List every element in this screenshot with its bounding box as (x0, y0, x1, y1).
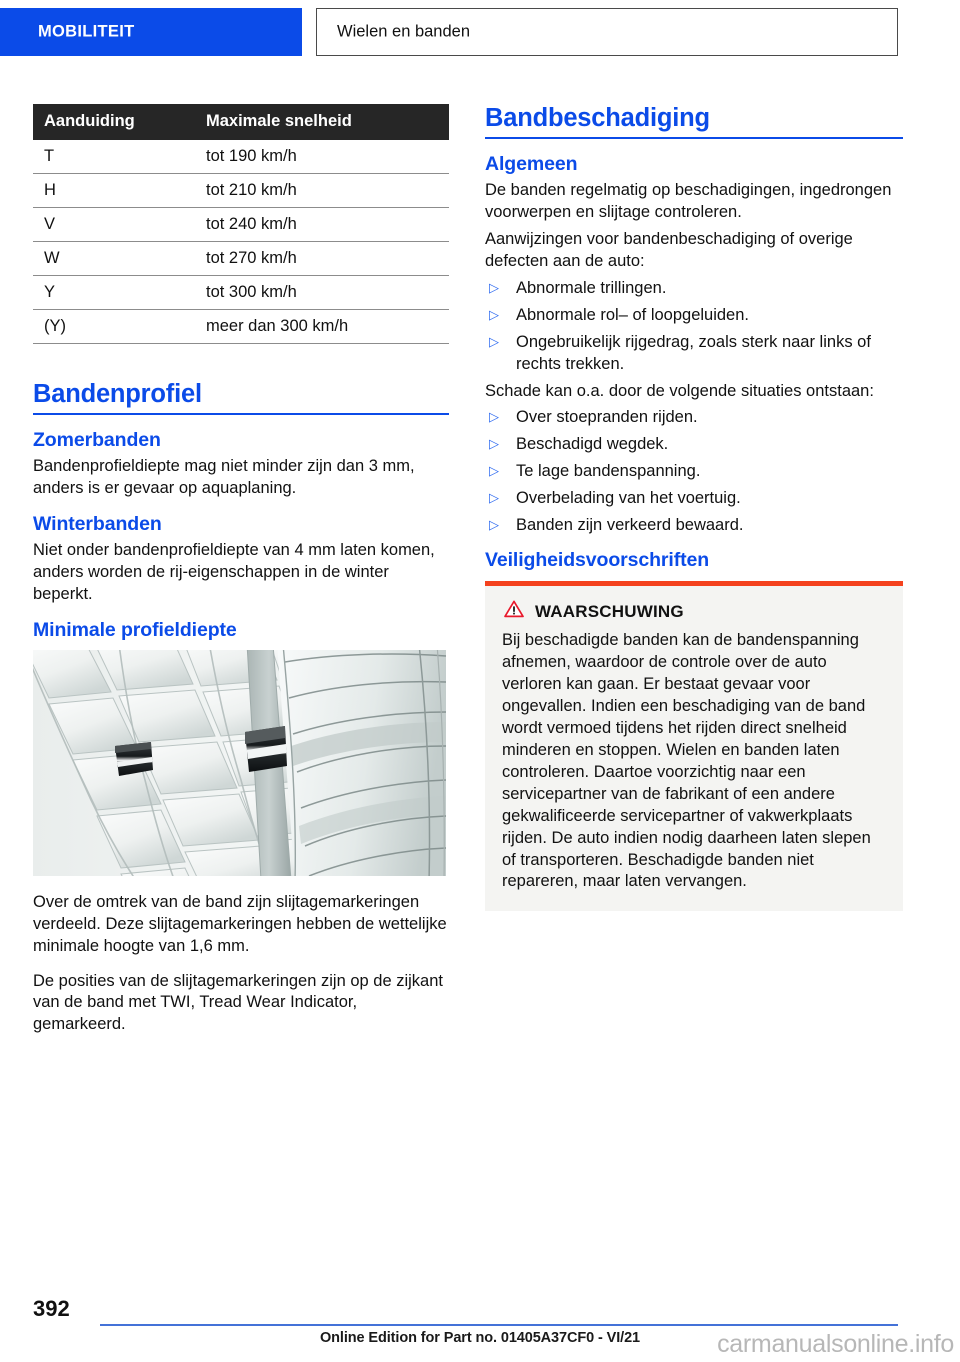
list-item-label: Over stoepranden rijden. (516, 408, 698, 427)
heading-winterbanden: Winterbanden (33, 512, 162, 535)
list-item (485, 434, 903, 456)
cell-code: H (33, 174, 202, 208)
heading-bandbeschadiging: Bandbeschadiging (485, 104, 710, 132)
list-item-label: Beschadigd wegdek. (516, 435, 669, 454)
heading-rule (33, 413, 449, 415)
cell-code: Y (33, 276, 202, 310)
footer-rule (100, 1324, 898, 1326)
warning-text: Bij beschadigde banden kan de bandenspanning afnemen, waardoor de controle over de auto verloren kan gaan. Er bestaat gevaar voor ongevallen. Indien een beschadiging van de band wordt vermoed tijdens het rijden direct snelheid minderen en stoppen. Wielen en banden laten controleren. Daartoe voorzichtig naar een servicepartner van de fabrikant of een andere gekwalificeerde servicepartner of vakwerkplaats rijden. De auto indien nodig daarheen laten slepen of transporteren. Beschadigde banden niet repareren, maar laten vervangen. (502, 631, 871, 891)
paragraph-algemeen-3: Schade kan o.a. door de volgende situaties ontstaan: (485, 381, 874, 400)
table-row (33, 174, 449, 208)
warning-triangle-icon (504, 600, 524, 623)
paragraph-winterbanden: Niet onder bandenprofieldiepte van 4 mm laten komen, anders worden de rij-eigenschappen in de winter beperkt. (33, 540, 435, 603)
wear-indicator-small (115, 742, 153, 776)
heading-minimale-profieldiepte: Minimale profieldiepte (33, 618, 237, 641)
list-item (485, 461, 903, 483)
cell-code: (Y) (33, 310, 202, 344)
heading-rule (485, 137, 903, 139)
cell-speed: tot 300 km/h (202, 276, 449, 310)
list-item-label: Abnormale trillingen. (516, 278, 667, 297)
triangle-bullet-icon: ▷ (489, 279, 499, 295)
paragraph-algemeen-1: De banden regelmatig op beschadigingen, ingedrongen voorwerpen en slijtage controleren. (485, 181, 892, 221)
list-item (485, 305, 903, 327)
column-header-maximale-snelheid: Maximale snelheid (202, 104, 449, 140)
speed-rating-table (33, 104, 449, 344)
table-row (33, 140, 449, 174)
footer-edition-note: Online Edition for Part no. 01405A37CF0 - VI/21 (319, 1330, 641, 1346)
list-item (485, 332, 903, 376)
wear-indicator-large (245, 726, 287, 772)
table-row (33, 310, 449, 344)
cell-speed: tot 270 km/h (202, 242, 449, 276)
cell-code: V (33, 208, 202, 242)
paragraph-zomerbanden: Bandenprofieldiepte mag niet minder zijn dan 3 mm, anders is er gevaar op aquaplaning. (33, 457, 415, 497)
list-item (485, 278, 903, 300)
cell-code: T (33, 140, 202, 174)
list-item (485, 488, 903, 510)
triangle-bullet-icon: ▷ (489, 333, 499, 349)
heading-bandenprofiel: Bandenprofiel (33, 380, 202, 408)
warning-header (504, 600, 886, 623)
triangle-bullet-icon: ▷ (489, 517, 499, 533)
triangle-bullet-icon: ▷ (489, 306, 499, 322)
page-header (0, 8, 960, 56)
cell-speed: meer dan 300 km/h (202, 310, 449, 344)
list-item-label: Banden zijn verkeerd bewaard. (516, 516, 744, 535)
table-row (33, 208, 449, 242)
triangle-bullet-icon: ▷ (489, 463, 499, 479)
right-column (485, 104, 903, 911)
paragraph-algemeen-2: Aanwijzingen voor bandenbeschadiging of overige defecten aan de auto: (485, 229, 853, 270)
triangle-bullet-icon: ▷ (489, 436, 499, 452)
warning-title: WAARSCHUWING (535, 601, 684, 621)
list-item-label: Overbelading van het voertuig. (516, 489, 741, 508)
table-body (33, 140, 449, 344)
cell-speed: tot 240 km/h (202, 208, 449, 242)
section-title-box (316, 8, 898, 56)
paragraph-slijtagemarkeringen-1: Over de omtrek van de band zijn slijtagemarkeringen verdeeld. Deze slijtagemarkeringen hebben de wettelijke minimale hoogte van 1,6 mm. (33, 892, 447, 955)
triangle-bullet-icon: ▷ (489, 409, 499, 425)
list-item (485, 407, 903, 429)
table-header (33, 104, 449, 140)
table-header-row (33, 104, 449, 140)
heading-veiligheidsvoorschriften: Veiligheidsvoorschriften (485, 549, 710, 572)
heading-algemeen: Algemeen (485, 153, 578, 175)
table-row (33, 242, 449, 276)
tire-tread-svg (33, 650, 446, 876)
page-number: 392 (33, 1296, 70, 1321)
column-header-aanduiding: Aanduiding (33, 104, 202, 140)
bullet-list-aanwijzingen (485, 278, 903, 376)
table-row (33, 276, 449, 310)
site-watermark: carmanualsonline.info (717, 1330, 954, 1358)
warning-box (485, 581, 903, 911)
bullet-list-schade-oorzaken (485, 407, 903, 537)
cell-speed: tot 190 km/h (202, 140, 449, 174)
list-item-label: Te lage bandenspanning. (516, 462, 701, 481)
list-item (485, 515, 903, 537)
cell-code: W (33, 242, 202, 276)
list-item-label: Ongebruikelijk rijgedrag, zoals sterk naar links of rechts trekken. (516, 332, 871, 373)
heading-zomerbanden: Zomerbanden (33, 429, 161, 451)
list-item-label: Abnormale rol– of loopgeluiden. (516, 305, 749, 324)
triangle-bullet-icon: ▷ (489, 490, 499, 506)
cell-speed: tot 210 km/h (202, 174, 449, 208)
section-title-label: Wielen en banden (337, 22, 471, 41)
left-column (33, 104, 449, 1049)
tire-tread-wear-indicator-illustration (33, 650, 446, 876)
chapter-tab-label: MOBILITEIT (38, 22, 135, 41)
paragraph-slijtagemarkeringen-2: De posities van de slijtagemarkeringen zijn op de zijkant van de band met TWI, Tread Wear Indicator, gemarkeerd. (33, 971, 443, 1034)
chapter-tab (0, 8, 302, 56)
